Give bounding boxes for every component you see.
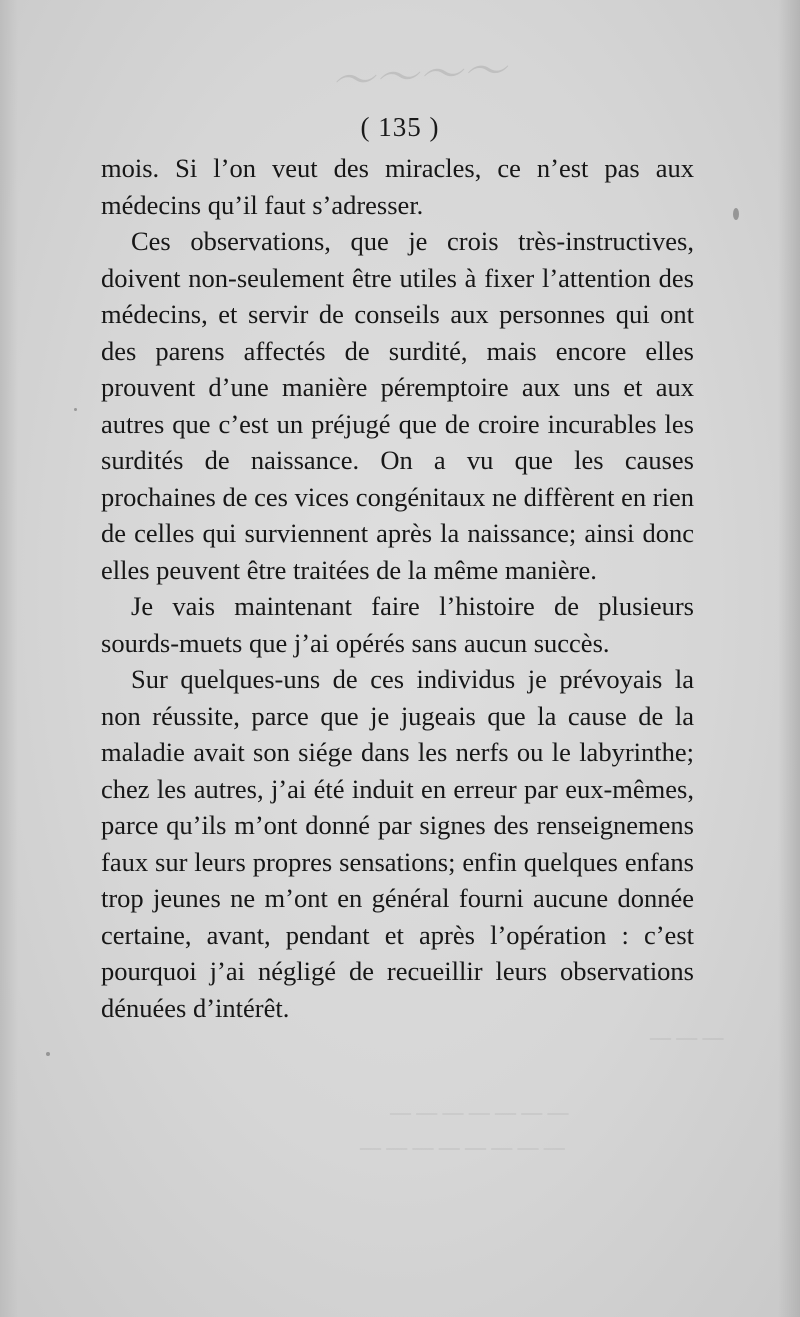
bleed-through-text: — — — xyxy=(650,1025,724,1049)
page-shadow-left xyxy=(0,0,18,1317)
bleed-through-text: — — — — — — — — xyxy=(360,1135,565,1159)
page-number: ( 135 ) xyxy=(360,112,440,142)
page-shadow-right xyxy=(778,0,800,1317)
paragraph: mois. Si l’on veut des miracles, ce n’est pas aux médecins qu’il faut s’adresser. xyxy=(101,153,694,220)
bleed-through-text: — — — — — — — xyxy=(390,1100,569,1124)
paper-speck xyxy=(74,408,77,411)
paragraph: Je vais maintenant faire l’histoire de plusieurs sourds-muets que j’ai opérés sans aucun succès. xyxy=(101,591,694,658)
paper-speck xyxy=(733,208,739,220)
paragraph: Ces observations, que je crois très-instructives, doivent non-seulement être utiles à fixer l’attention des médecins, et servir de conseils aux personnes qui ont des parens affectés de surdité, mais encore elles prouvent d’une manière péremptoire aux uns et aux autres que c’est un préjugé que de croire incurables les surdités de naissance. On a vu que les causes prochaines de ces vices congénitaux ne diffèrent en rien de celles qui surviennent après la naissance; ainsi donc elles peuvent être traitées de la même manière. xyxy=(101,226,694,585)
body-text xyxy=(101,150,694,1026)
paragraph: Sur quelques-uns de ces individus je prévoyais la non réussite, parce que je jugeais que la cause de la maladie avait son siége dans les nerfs ou le labyrinthe; chez les autres, j’ai été induit en erreur par eux-mêmes, parce qu’ils m’ont donné par signes des renseignemens faux sur leurs propres sensations; enfin quelques enfans trop jeunes ne m’ont en général fourni aucune donnée certaine, avant, pendant et après l’opération : c’est pourquoi j’ai négligé de recueillir leurs observations dénuées d’intérêt. xyxy=(101,664,694,1023)
bleed-through-handwriting: 〜〜〜〜 xyxy=(328,45,508,108)
paper-speck xyxy=(46,1052,50,1056)
